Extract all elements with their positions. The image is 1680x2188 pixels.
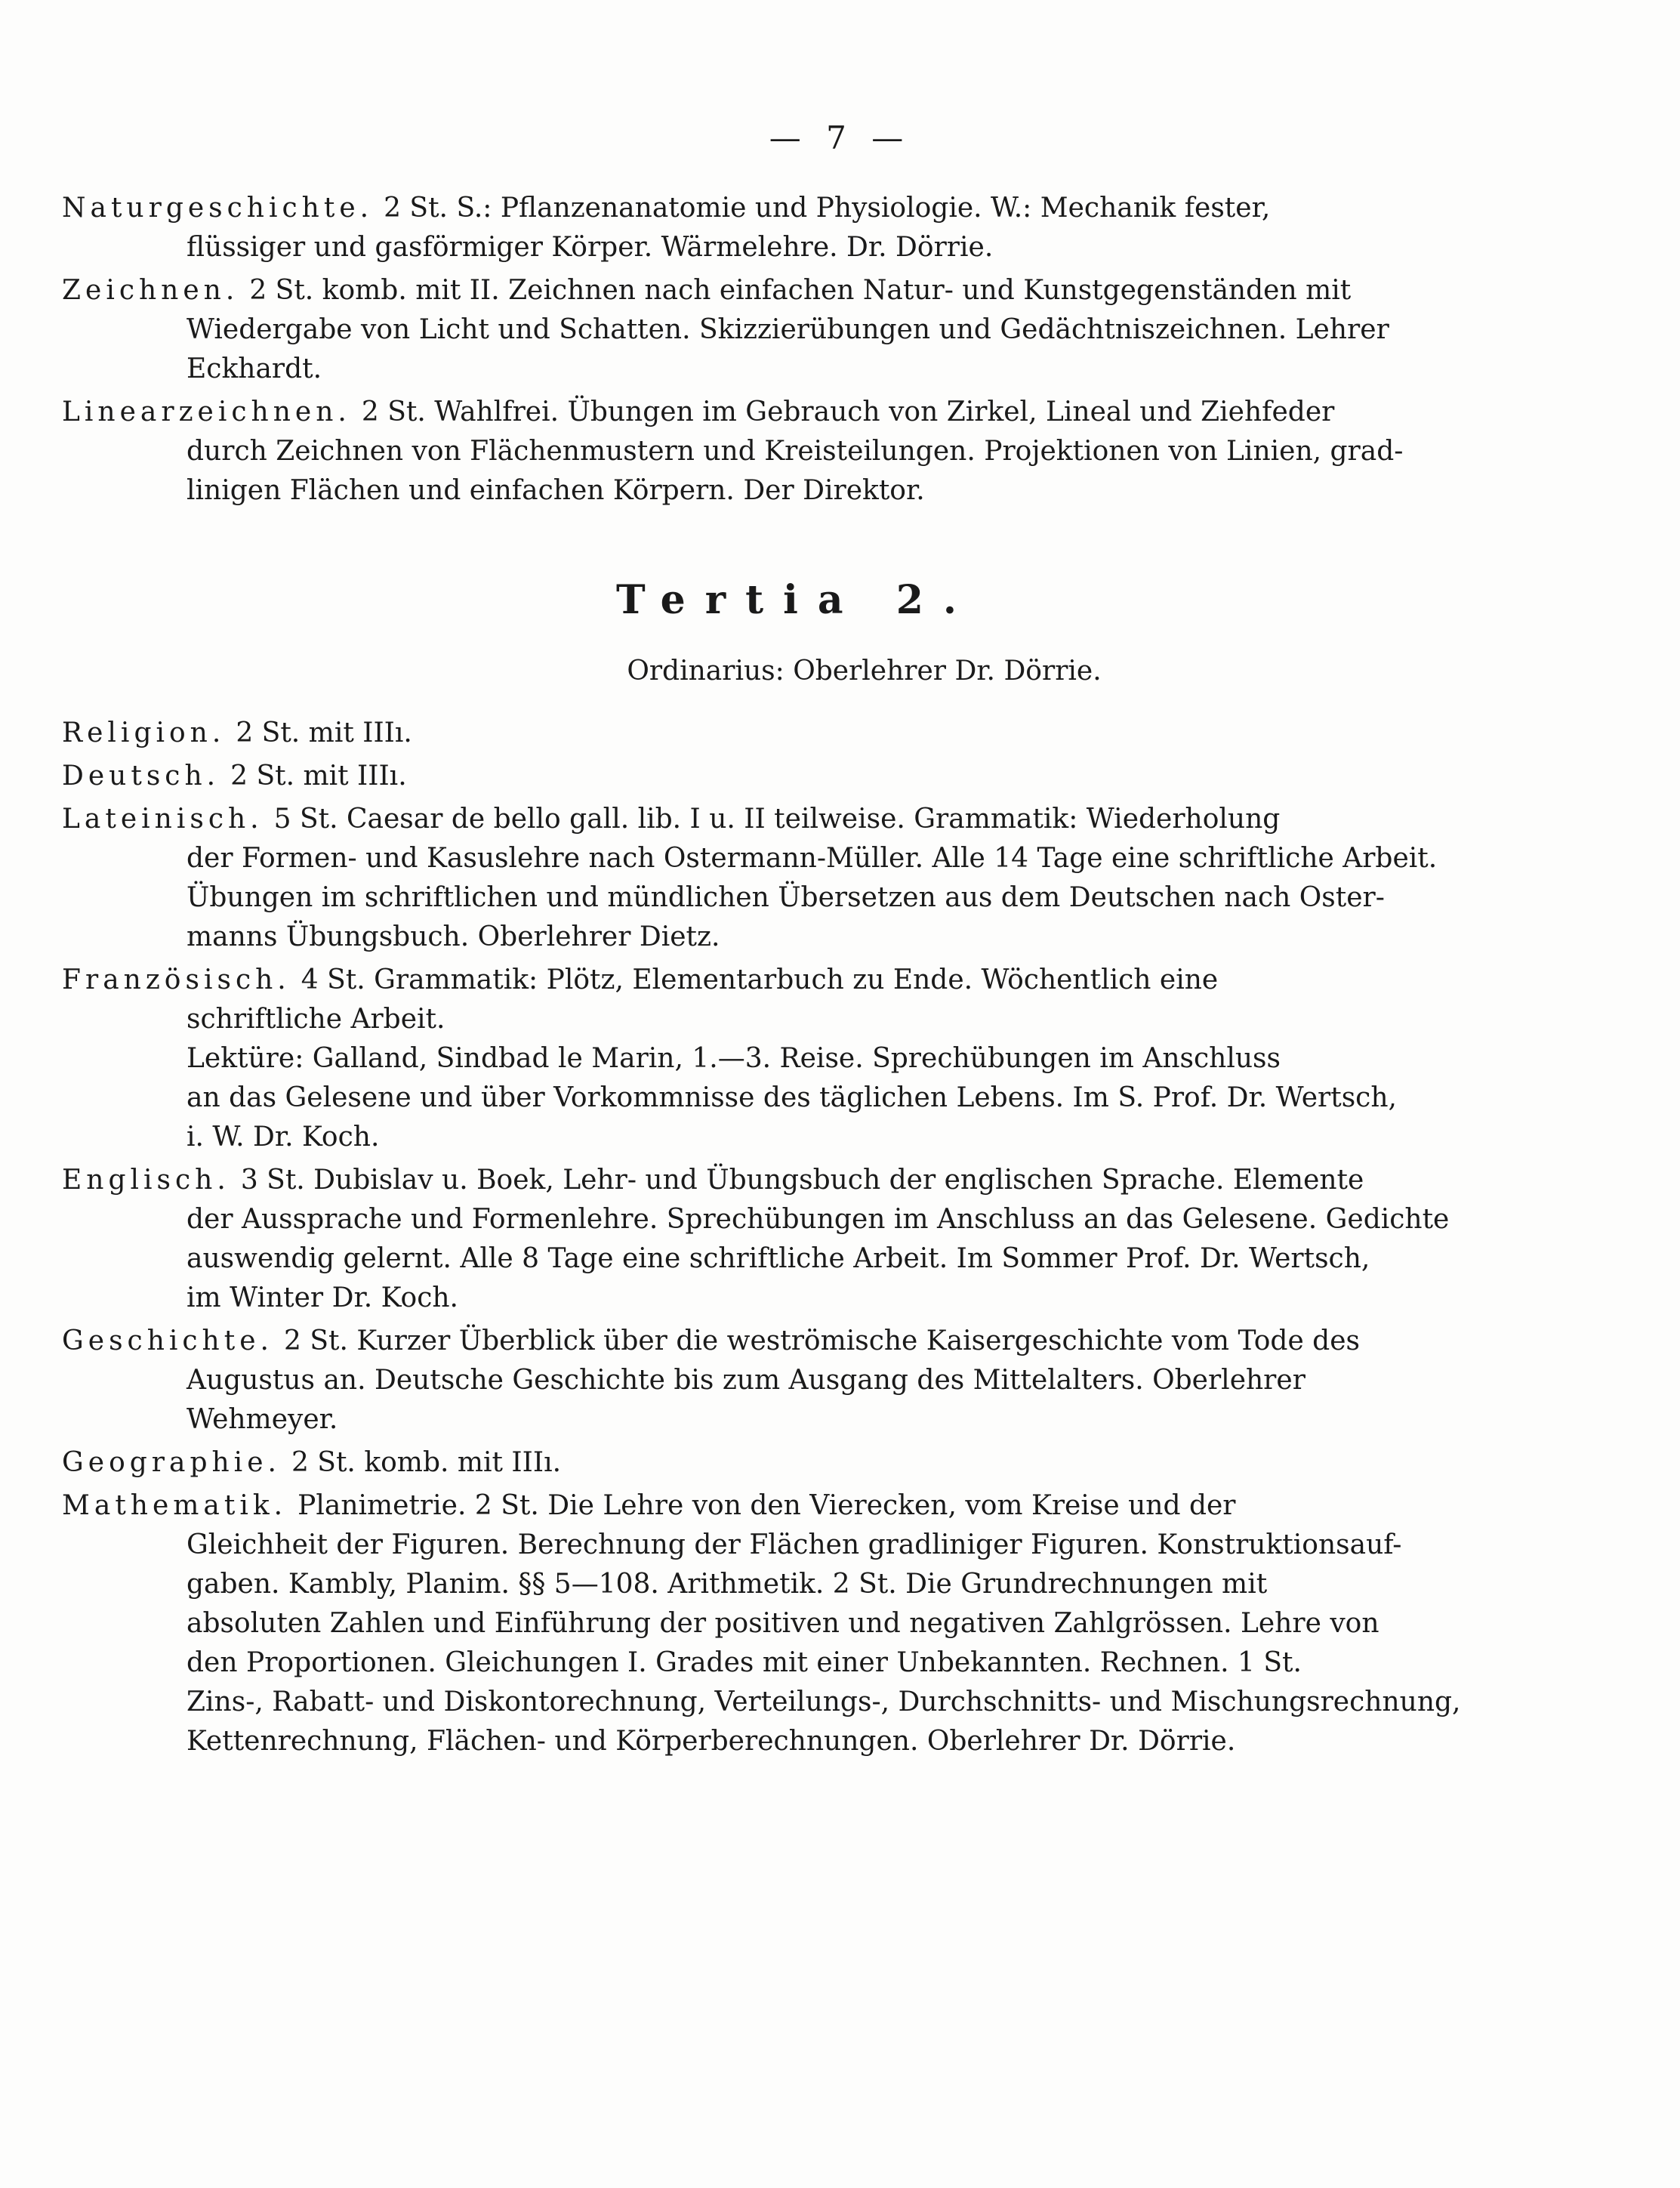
entry-line [62,189,1530,228]
section-tertia-2 [62,714,1530,1761]
subject-entry-religion [62,714,1530,753]
subject-entry-naturgeschichte [62,189,1530,267]
entry-line [62,757,1530,796]
entry-text: 2 St. Kurzer Überblick über die weströmische Kaisergeschichte vom Tode des [283,1325,1361,1356]
subject-entry-deutsch [62,757,1530,796]
entry-text: auswendig gelernt. Alle 8 Tage eine schriftliche Arbeit. Im Sommer Prof. Dr. Wertsch, [186,1243,1370,1274]
entry-line [62,714,1530,753]
entry-text: Kettenrechnung, Flächen- und Körperberechnungen. Oberlehrer Dr. Dörrie. [186,1726,1236,1757]
entry-text: 5 St. Caesar de bello gall. lib. I u. II teilweise. Grammatik: Wiederholung [273,804,1281,835]
entry-text: 2 St. mit IIIı. [230,761,407,792]
entry-text: 3 St. Dubislav u. Boek, Lehr- und Übungsbuch der englischen Sprache. Elemente [240,1165,1364,1196]
entry-line [186,1361,1530,1400]
entry-line [186,1526,1530,1565]
entry-text: der Formen- und Kasuslehre nach Ostermann-Müller. Alle 14 Tage eine schriftliche Arbeit. [186,843,1438,874]
page-content [62,189,1530,1761]
subject-name: Deutsch. [62,761,220,792]
entry-text: an das Gelesene und über Vorkommnisse des täglichen Lebens. Im S. Prof. Dr. Wertsch, [186,1082,1397,1113]
entry-text: Wehmeyer. [186,1404,338,1435]
entry-text: Zins-, Rabatt- und Diskontorechnung, Verteilungs-, Durchschnitts- und Mischungsrechnung, [186,1687,1461,1717]
entry-line [62,1161,1530,1200]
entry-text: Augustus an. Deutsche Geschichte bis zum Ausgang des Mittelalters. Oberlehrer [186,1365,1305,1396]
entry-text: der Aussprache und Formenlehre. Sprechübungen im Anschluss an das Gelesene. Gedichte [186,1204,1450,1235]
entry-text: absoluten Zahlen und Einführung der positiven und negativen Zahlgrössen. Lehre von [186,1608,1379,1639]
entry-text: Übungen im schriftlichen und mündlichen Übersetzen aus dem Deutschen nach Oster- [186,882,1385,913]
entry-line [186,1400,1530,1440]
entry-line [186,1239,1530,1279]
entry-text: im Winter Dr. Koch. [186,1282,458,1313]
entry-line [186,839,1530,878]
entry-line [186,878,1530,918]
page-number: — 7 — [769,119,911,156]
entry-text: 2 St. komb. mit IIIı. [291,1447,562,1478]
entry-line [62,1322,1530,1361]
subject-entry-geschichte [62,1322,1530,1440]
entry-text: linigen Flächen und einfachen Körpern. Der Direktor. [186,475,925,506]
entry-line [186,310,1530,350]
subject-name: Geschichte. [62,1325,273,1356]
subject-name: Geographie. [62,1447,281,1478]
entry-text: flüssiger und gasförmiger Körper. Wärmelehre. Dr. Dörrie. [186,232,994,263]
entry-text: den Proportionen. Gleichungen I. Grades mit einer Unbekannten. Rechnen. 1 St. [186,1647,1302,1678]
subject-name: Lateinisch. [62,804,264,835]
entry-line [186,918,1530,957]
entry-line [186,1643,1530,1683]
subject-name: Zeichnen. [62,275,239,306]
entry-line [186,228,1530,267]
class-ordinarius: Ordinarius: Oberlehrer Dr. Dörrie. [627,656,1102,687]
subject-entry-zeichnen [62,271,1530,389]
class-heading: Tertia 2. [615,577,977,623]
subject-entry-geographie [62,1443,1530,1483]
entry-text: manns Übungsbuch. Oberlehrer Dietz. [186,921,720,952]
entry-line [186,1279,1530,1318]
entry-text: i. W. Dr. Koch. [186,1122,380,1153]
subject-name: Englisch. [62,1165,230,1196]
entry-line [186,1079,1530,1118]
entry-text: schriftliche Arbeit. [186,1004,445,1035]
entry-text: 2 St. komb. mit II. Zeichnen nach einfachen Natur- und Kunstgegenständen mit [249,275,1352,306]
entry-line [186,432,1530,471]
entry-text: Wiedergabe von Licht und Schatten. Skizzierübungen und Gedächtniszeichnen. Lehrer [186,314,1389,345]
entry-text: 2 St. Wahlfrei. Übungen im Gebrauch von Zirkel, Lineal und Ziehfeder [361,397,1335,427]
entry-line [186,1604,1530,1643]
subject-name: Französisch. [62,964,291,995]
entry-text: 2 St. S.: Pflanzenanatomie und Physiologie. W.: Mechanik fester, [384,193,1271,224]
entry-text: 4 St. Grammatik: Plötz, Elementarbuch zu Ende. Wöchentlich eine [301,964,1219,995]
subject-entry-mathematik [62,1486,1530,1761]
subject-entry-franzoesisch [62,961,1530,1157]
entry-text: durch Zeichnen von Flächenmustern und Kreisteilungen. Projektionen von Linien, grad- [186,436,1404,467]
entry-line [62,961,1530,1000]
subject-entry-linearzeichnen [62,393,1530,511]
entry-line [186,1683,1530,1722]
entry-text: gaben. Kambly, Planim. §§ 5—108. Arithmetik. 2 St. Die Grundrechnungen mit [186,1569,1268,1600]
subject-entry-lateinisch [62,800,1530,957]
subject-name: Religion. [62,718,226,748]
entry-line [186,1000,1530,1039]
section-previous-class [62,189,1530,511]
entry-line [62,1443,1530,1483]
entry-line [186,471,1530,511]
entry-line [186,1200,1530,1239]
entry-line [62,800,1530,839]
entry-line [186,350,1530,389]
entry-line [62,393,1530,432]
subject-name: Naturgeschichte. [62,193,374,224]
entry-line [62,1486,1530,1526]
entry-text: 2 St. mit IIIı. [236,718,412,748]
subject-name: Mathematik. [62,1490,288,1521]
entry-line [186,1039,1530,1079]
entry-line [186,1565,1530,1604]
entry-text: Planimetrie. 2 St. Die Lehre von den Vierecken, vom Kreise und der [297,1490,1236,1521]
entry-text: Gleichheit der Figuren. Berechnung der Flächen gradliniger Figuren. Konstruktionsauf- [186,1529,1402,1560]
subject-name: Linearzeichnen. [62,397,351,427]
entry-text: Lektüre: Galland, Sindbad le Marin, 1.—3. Reise. Sprechübungen im Anschluss [186,1043,1281,1074]
subject-entry-englisch [62,1161,1530,1318]
entry-line [62,271,1530,310]
entry-text: Eckhardt. [186,353,322,384]
entry-line [186,1118,1530,1157]
entry-line [186,1722,1530,1761]
